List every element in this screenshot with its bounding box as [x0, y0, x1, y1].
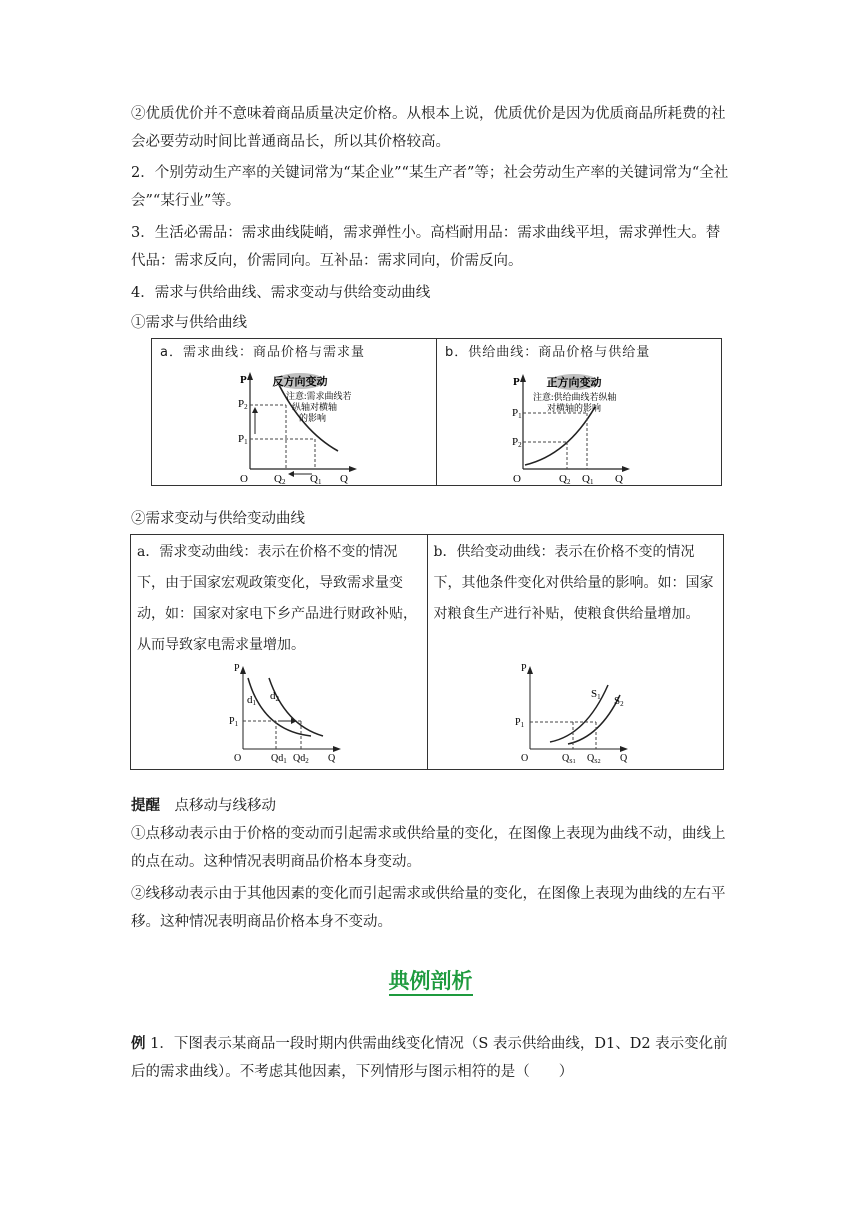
origin-label: O — [240, 473, 248, 485]
axis-q-label: Q — [615, 473, 623, 485]
axis-p-label: P — [234, 663, 240, 674]
supply-curve-cell — [436, 339, 721, 485]
p2-label: P2 — [512, 436, 522, 449]
s1-label: S1 — [590, 688, 601, 701]
supply-shift-text: b．供给变动曲线：表示在价格不变的情况下，其他条件变化对供给量的影响。如：国家对粮食生产进行补贴，使粮食供给量增加。 — [433, 544, 714, 622]
origin-label: O — [513, 473, 521, 485]
origin-label: O — [234, 753, 242, 764]
p1-label: $P_1$ — [229, 716, 239, 728]
example-paragraph — [131, 1030, 731, 1086]
note-line-3: 的影响 — [299, 413, 327, 423]
supply-curve-graph — [437, 339, 722, 485]
qs1-label: $Q_{S1}$ — [561, 753, 576, 765]
origin-label: O — [520, 753, 528, 764]
s2-label: S2 — [613, 695, 624, 708]
axis-p-label: P — [240, 374, 247, 386]
qs2-label: $Q_{S2}$ — [586, 753, 601, 765]
axis-p-label: P — [513, 376, 520, 388]
supply-shift-graph — [428, 535, 724, 769]
shift-curves-table — [130, 534, 724, 770]
tip-label: 提醒 — [131, 797, 160, 814]
demand-curve-cell — [152, 339, 436, 485]
section-title-text: 典例剖析 — [389, 968, 473, 996]
note-line-1: 注意:供给曲线若纵轴 — [533, 392, 617, 402]
q2-label: Q2 — [274, 473, 286, 485]
example-label: 例 — [131, 1035, 146, 1052]
paragraph-supply-demand-subheading: ①需求与供给曲线 — [131, 315, 247, 331]
p1-label: $P_1$ — [514, 717, 524, 729]
note-line-2: 对横轴的影响 — [547, 403, 602, 413]
axis-q-label: Q — [619, 753, 627, 764]
demand-curve-graph — [152, 339, 437, 485]
axis-q-label: Q — [328, 753, 336, 764]
qd1-label: $Qd_1$ — [271, 753, 287, 765]
demand-curve-caption: a．需求曲线：商品价格与需求量 — [160, 345, 365, 360]
supply-shift-cell — [427, 535, 724, 769]
q1-label: Q1 — [582, 473, 594, 485]
p1-label: P1 — [238, 433, 248, 446]
bubble-label: 反方向变动 — [272, 376, 328, 388]
demand-shift-cell — [131, 535, 427, 769]
example-text: 1．下图表示某商品一段时期内供需曲线变化情况（S 表示供给曲线，D1、D2 表示变化前后的需求曲线）。不考虑其他因素，下列情形与图示相符的是（ ） — [131, 1036, 728, 1080]
paragraph-labor-productivity: 2．个别劳动生产率的关键词常为“某企业”“某生产者”等；社会劳动生产率的关键词常为“全社会”“某行业”等。 — [131, 165, 729, 209]
supply-demand-table — [151, 338, 722, 486]
paragraph-quality-price: ②优质优价并不意味着商品质量决定价格。从根本上说，优质优价是因为优质商品所耗费的社会必要劳动时间比普通商品长，所以其价格较高。 — [131, 106, 726, 150]
note-line-2: 纵轴对横轴 — [292, 402, 338, 412]
d2-label: d2 — [270, 690, 279, 703]
section-title — [0, 965, 861, 995]
paragraph-shift-subheading: ②需求变动与供给变动曲线 — [131, 511, 305, 527]
paragraph-curves-heading: 4．需求与供给曲线、需求变动与供给变动曲线 — [131, 285, 431, 301]
demand-shift-graph — [131, 535, 427, 769]
bubble-label: 正方向变动 — [546, 377, 602, 389]
p1-label: P1 — [512, 407, 522, 420]
paragraph-point-movement: ①点移动表示由于价格的变动而引起需求或供给量的变化，在图像上表现为曲线不动，曲线上的点在动。这种情况表明商品价格本身变动。 — [131, 826, 726, 870]
axis-p-label: P — [520, 663, 527, 674]
axis-q-label: Q — [340, 473, 348, 485]
tip-title: 点移动与线移动 — [174, 798, 276, 814]
demand-shift-text: a．需求变动曲线：表示在价格不变的情况下，由于国家宏观政策变化，导致需求量变动，如：国家对家电下乡产品进行财政补贴，从而导致家电需求量增加。 — [137, 544, 417, 653]
paragraph-line-movement: ②线移动表示由于其他因素的变化而引起需求或供给量的变化，在图像上表现为曲线的左右平移。这种情况表明商品价格本身不变动。 — [131, 886, 726, 930]
qd2-label: $Qd_2$ — [293, 753, 309, 765]
tip-heading — [131, 792, 731, 820]
q1-label: Q1 — [310, 473, 322, 485]
supply-curve-caption: b．供给曲线：商品价格与供给量 — [445, 345, 651, 360]
d1-label: d1 — [247, 694, 256, 707]
p2-label: P2 — [238, 398, 248, 411]
note-line-1: 注意:需求曲线若 — [286, 391, 352, 401]
paragraph-demand-elasticity: 3．生活必需品：需求曲线陡峭，需求弹性小。高档耐用品：需求曲线平坦，需求弹性大。替代品：需求反向，价需同向。互补品：需求同向，价需反向。 — [131, 225, 721, 269]
q2-label: Q2 — [559, 473, 571, 485]
